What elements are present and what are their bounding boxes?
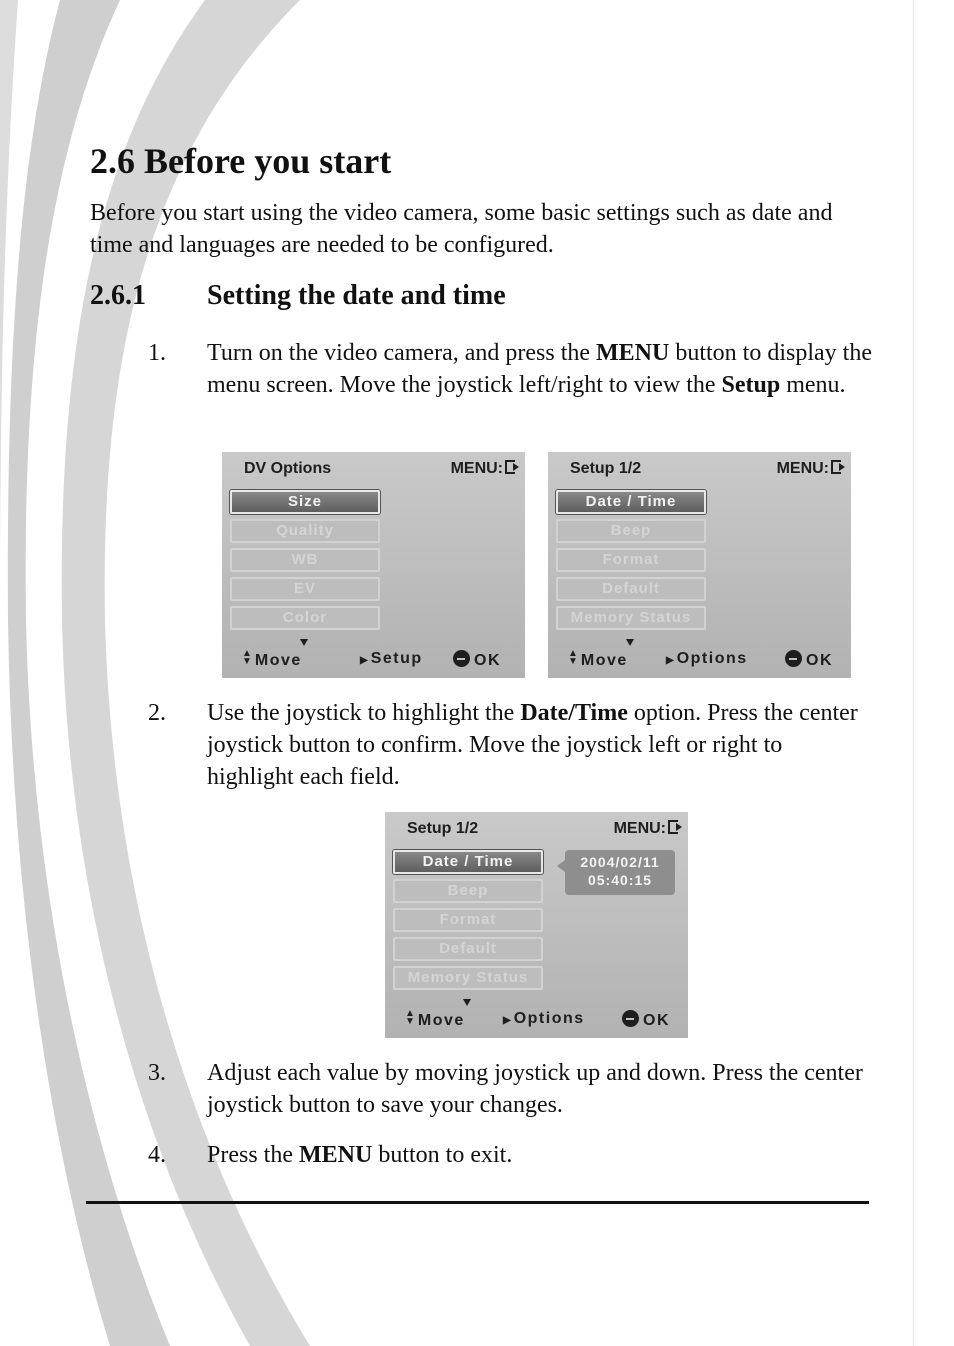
screen-title: Setup 1/2 [407, 820, 479, 837]
footer-rule [86, 1201, 869, 1204]
step-1-text: Turn on the video camera, and press the MENU button to display the menu screen. Move the joystick left/right to view the Setup menu. [207, 340, 872, 398]
ok-button-icon [785, 650, 802, 667]
scroll-down-icon [463, 999, 471, 1006]
page-edge-line [913, 0, 914, 1346]
menu-item-date-time[interactable]: Date / Time [393, 850, 543, 874]
next-menu-hint: Setup [370, 650, 423, 667]
menu-list [556, 490, 706, 635]
menu-item-date-time[interactable]: Date / Time [556, 490, 706, 514]
menu-list [393, 850, 543, 995]
menu-item-default[interactable]: Default [556, 577, 706, 601]
move-hint: Move [580, 652, 628, 669]
menu-item-default[interactable]: Default [393, 937, 543, 961]
right-arrow-icon: ▶ [503, 1015, 511, 1026]
menu-item-quality[interactable]: Quality [230, 519, 380, 543]
subsection-heading: Setting the date and time [207, 280, 506, 311]
setup-date-screen [385, 812, 688, 1038]
exit-icon [505, 460, 515, 474]
up-down-arrow-icon: ▲ ▼ [568, 648, 578, 667]
ok-hint: OK [474, 652, 501, 669]
date-time-popup[interactable] [565, 850, 675, 895]
menu-item-memory-status[interactable]: Memory Status [393, 966, 543, 990]
scroll-down-icon [626, 639, 634, 646]
exit-icon [831, 460, 841, 474]
step-3-text: Adjust each value by moving joystick up and down. Press the center joystick button to save your changes. [207, 1060, 863, 1118]
ok-button-icon [622, 1010, 639, 1027]
subsection-number: 2.6.1 [90, 280, 146, 311]
menu-exit-hint: MENU: [777, 460, 841, 478]
menu-exit-hint: MENU: [614, 820, 678, 838]
menu-exit-hint: MENU: [451, 460, 515, 478]
menu-item-size[interactable]: Size [230, 490, 380, 514]
move-hint: Move [417, 1012, 465, 1029]
menu-item-beep[interactable]: Beep [393, 879, 543, 903]
step-4-text: Press the MENU button to exit. [207, 1142, 513, 1168]
ok-hint: OK [806, 652, 833, 669]
menu-item-beep[interactable]: Beep [556, 519, 706, 543]
step-number: 4. [148, 1142, 166, 1168]
right-arrow-icon: ▶ [360, 655, 368, 666]
menu-item-format[interactable]: Format [556, 548, 706, 572]
right-arrow-icon: ▶ [666, 655, 674, 666]
screen-title: DV Options [244, 460, 332, 477]
up-down-arrow-icon: ▲ ▼ [405, 1008, 415, 1027]
menu-item-color[interactable]: Color [230, 606, 380, 630]
menu-item-ev[interactable]: EV [230, 577, 380, 601]
step-number: 2. [148, 700, 166, 726]
date-value: 2004/02/11 [580, 854, 660, 870]
ok-button-icon [453, 650, 470, 667]
setup-screen [548, 452, 851, 678]
next-menu-hint: Options [513, 1010, 585, 1027]
menu-item-memory-status[interactable]: Memory Status [556, 606, 706, 630]
menu-list [230, 490, 380, 635]
up-down-arrow-icon: ▲ ▼ [242, 648, 252, 667]
step-2-text: Use the joystick to highlight the Date/Time option. Press the center joystick button to confirm. Move the joystick left or right to highlight each field. [207, 700, 858, 790]
next-menu-hint: Options [676, 650, 748, 667]
scroll-down-icon [300, 639, 308, 646]
menu-item-format[interactable]: Format [393, 908, 543, 932]
dv-options-screen [222, 452, 525, 678]
menu-item-wb[interactable]: WB [230, 548, 380, 572]
section-heading: 2.6 Before you start [90, 141, 392, 181]
intro-paragraph: Before you start using the video camera, some basic settings such as date and time and languages are needed to be configured. [90, 200, 833, 258]
step-number: 1. [148, 340, 166, 366]
time-value: 05:40:15 [587, 872, 653, 888]
ok-hint: OK [643, 1012, 670, 1029]
screen-title: Setup 1/2 [570, 460, 642, 477]
step-number: 3. [148, 1060, 166, 1086]
move-hint: Move [254, 652, 302, 669]
exit-icon [668, 820, 678, 834]
